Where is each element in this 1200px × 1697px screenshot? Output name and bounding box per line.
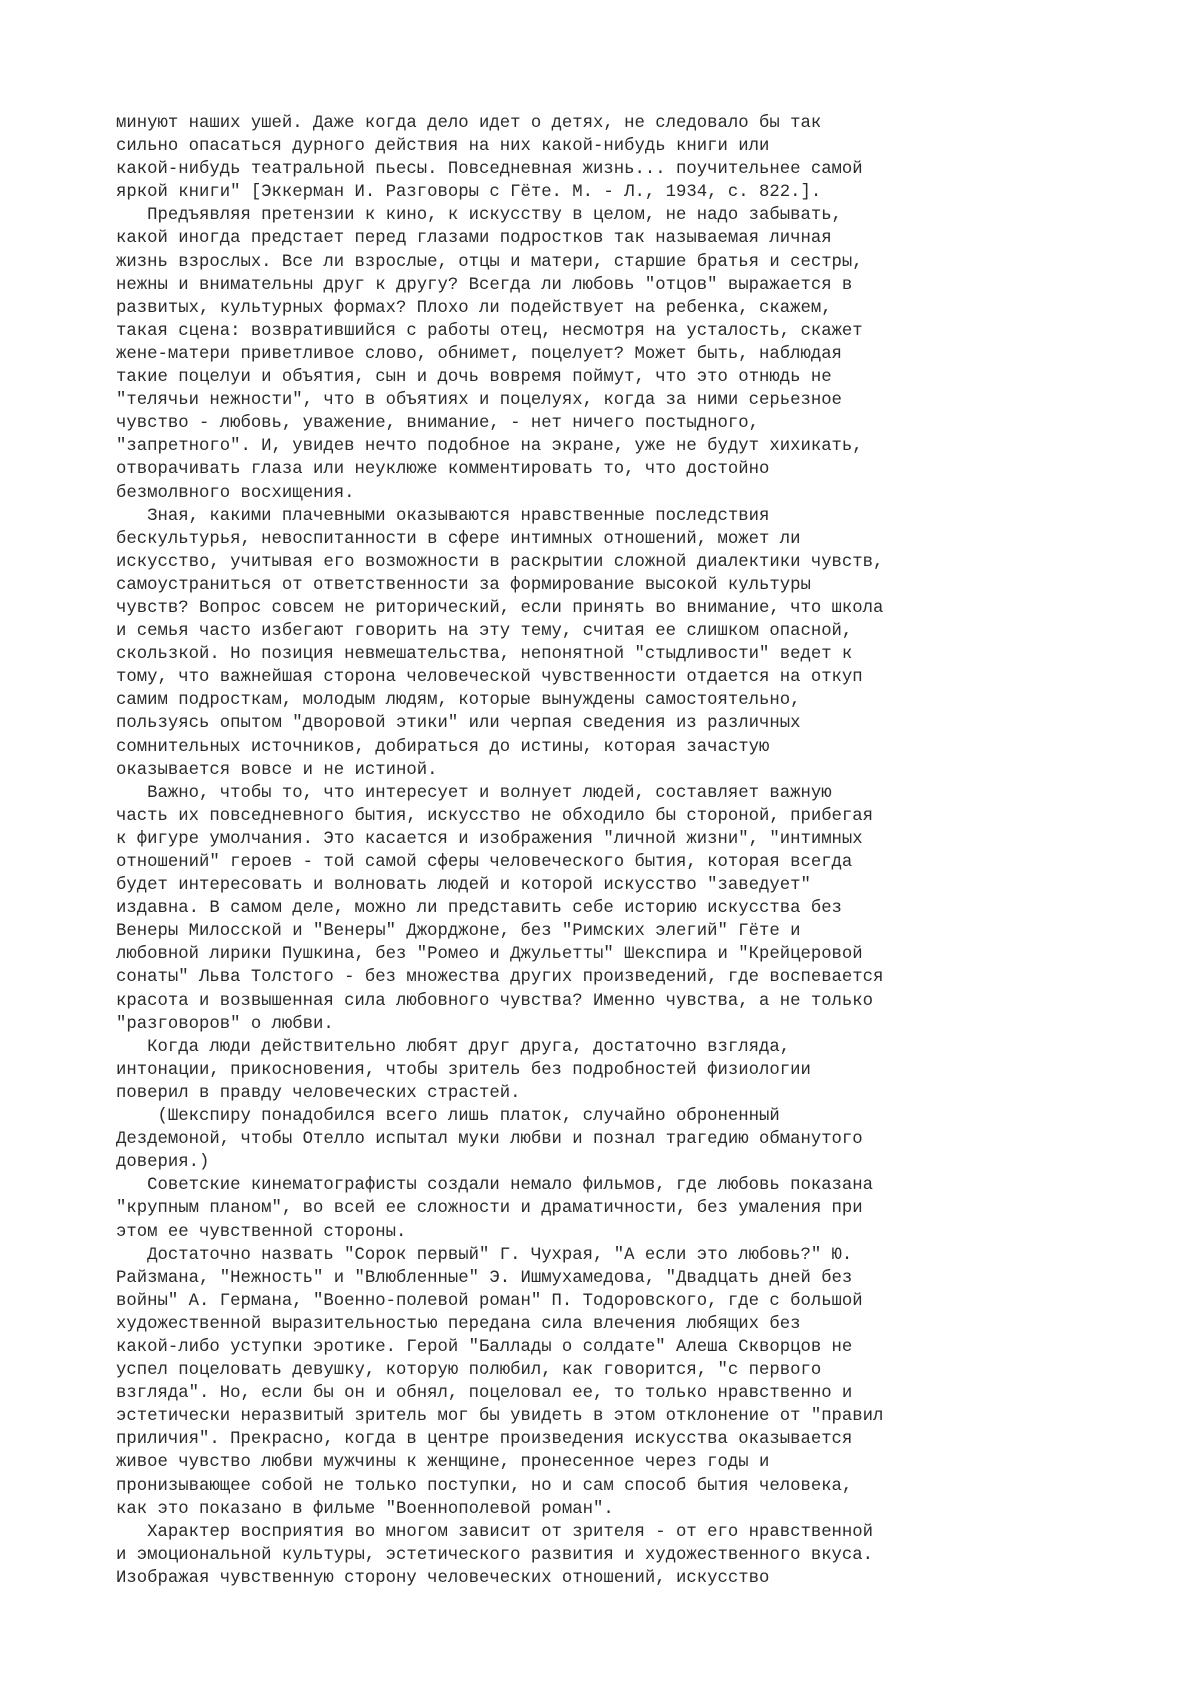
text-line: самим подросткам, молодым людям, которые вынуждены самостоятельно, xyxy=(116,691,801,711)
text-line: пользуясь опытом "дворовой этики" или черпая сведения из различных xyxy=(116,714,801,734)
text-line: и эмоциональной культуры, эстетического развития и художественного вкуса. xyxy=(116,1545,874,1565)
text-line: Изображая чувственную сторону человеческих отношений, искусство xyxy=(116,1568,770,1588)
text-line: эстетически неразвитый зритель мог бы увидеть в этом отклонение от "правил xyxy=(116,1407,884,1427)
text-line: войны" А. Германа, "Военно-полевой роман" П. Тодоровского, где с большой xyxy=(116,1291,863,1311)
text-line: такие поцелуи и объятия, сын и дочь вовремя поймут, что это отнюдь не xyxy=(116,368,832,388)
text-line: самоустраниться от ответственности за формирование высокой культуры xyxy=(116,575,811,595)
text-line: "запретного". И, увидев нечто подобное на экране, уже не будут хихикать, xyxy=(116,437,863,457)
text-line: оказывается вовсе и не истиной. xyxy=(116,760,438,780)
text-line: искусство, учитывая его возможности в раскрытии сложной диалектики чувств, xyxy=(116,552,884,572)
text-line: будет интересовать и волновать людей и которой искусство "заведует" xyxy=(116,876,811,896)
text-line: тому, что важнейшая сторона человеческой чувственности отдается на откуп xyxy=(116,668,863,688)
text-line: "телячьи нежности", что в объятиях и поцелуях, когда за ними серьезное xyxy=(116,391,842,411)
text-line: Достаточно назвать "Сорок первый" Г. Чухрая, "А если это любовь?" Ю. xyxy=(116,1245,853,1265)
text-line: красота и возвышенная сила любовного чувства? Именно чувства, а не только xyxy=(116,991,874,1011)
text-line: к фигуре умолчания. Это касается и изображения "личной жизни", "интимных xyxy=(116,829,863,849)
text-line: чувств? Вопрос совсем не риторический, если принять во внимание, что школа xyxy=(116,598,884,618)
text-line: любовной лирики Пушкина, без "Ромео и Джульетты" Шекспира и "Крейцеровой xyxy=(116,945,863,965)
text-line: жизнь взрослых. Все ли взрослые, отцы и матери, старшие братья и сестры, xyxy=(116,252,863,272)
text-line: безмолвного восхищения. xyxy=(116,483,355,503)
text-line: отворачивать глаза или неуклюже комментировать то, что достойно xyxy=(116,460,770,480)
text-line: успел поцеловать девушку, которую полюбил, как говорится, "с первого xyxy=(116,1361,822,1381)
text-line: "разговоров" о любви. xyxy=(116,1014,334,1034)
text-line: какой-либо уступки эротике. Герой "Баллады о солдате" Алеша Скворцов не xyxy=(116,1337,853,1357)
text-line: сомнительных источников, добираться до истины, которая зачастую xyxy=(116,737,770,757)
text-line: Характер восприятия во многом зависит от зрителя - от его нравственной xyxy=(116,1522,874,1542)
text-line: этом ее чувственной стороны. xyxy=(116,1222,407,1242)
text-line: развитых, культурных формах? Плохо ли подействует на ребенка, скажем, xyxy=(116,298,832,318)
text-line: взгляда". Но, если бы он и обнял, поцеловал ее, то только нравственно и xyxy=(116,1384,853,1404)
text-line: какой-нибудь театральной пьесы. Повседневная жизнь... поучительнее самой xyxy=(116,160,863,180)
text-line: отношений" героев - той самой сферы человеческого бытия, которая всегда xyxy=(116,853,853,872)
text-line: бескультурья, невоспитанности в сфере интимных отношений, может ли xyxy=(116,529,801,549)
text-line: сильно опасаться дурного действия на них какой-нибудь книги или xyxy=(116,137,770,157)
text-line: (Шекспиру понадобился всего лишь платок, случайно оброненный xyxy=(116,1107,780,1127)
text-line: приличия". Прекрасно, когда в центре произведения искусства оказывается xyxy=(116,1430,853,1450)
text-line: Советские кинематографисты создали немало фильмов, где любовь показана xyxy=(116,1176,874,1196)
text-line: какой иногда предстает перед глазами подростков так называемая личная xyxy=(116,229,832,249)
document-page xyxy=(116,112,1116,1590)
text-line: чувство - любовь, уважение, внимание, - нет ничего постыдного, xyxy=(116,414,759,434)
text-line: пронизывающее собой не только поступки, но и сам способ бытия человека, xyxy=(116,1476,853,1496)
text-line: "крупным планом", во всей ее сложности и драматичности, без умаления при xyxy=(116,1199,863,1219)
text-line: жене-матери приветливое слово, обнимет, поцелует? Может быть, наблюдая xyxy=(116,344,842,364)
text-line: Зная, какими плачевными оказываются нравственные последствия xyxy=(116,506,770,526)
text-line: издавна. В самом деле, можно ли представить себе историю искусства без xyxy=(116,899,842,919)
text-line: поверил в правду человеческих страстей. xyxy=(116,1083,521,1103)
text-line: Важно, чтобы то, что интересует и волнует людей, составляет важную xyxy=(116,783,832,803)
text-line: живое чувство любви мужчины к женщине, пронесенное через годы и xyxy=(116,1453,770,1473)
text-line: скользкой. Но позиция невмешательства, непонятной "стыдливости" ведет к xyxy=(116,645,853,665)
text-line: интонации, прикосновения, чтобы зритель без подробностей физиологии xyxy=(116,1060,811,1080)
text-line: часть их повседневного бытия, искусство не обходило бы стороной, прибегая xyxy=(116,806,874,826)
text-line: доверия.) xyxy=(116,1153,210,1173)
text-line: минуют наших ушей. Даже когда дело идет о детях, не следовало бы так xyxy=(116,114,822,133)
text-line: такая сцена: возвратившийся с работы отец, несмотря на усталость, скажет xyxy=(116,321,863,341)
text-line: сонаты" Льва Толстого - без множества других произведений, где воспевается xyxy=(116,968,884,988)
text-line: и семья часто избегают говорить на эту тему, считая ее слишком опасной, xyxy=(116,622,853,642)
text-line: Когда люди действительно любят друг друга, достаточно взгляда, xyxy=(116,1037,791,1057)
text-line: Венеры Милосской и "Венеры" Джорджоне, без "Римских элегий" Гёте и xyxy=(116,922,801,942)
text-line: художественной выразительностью передана сила влечения любящих без xyxy=(116,1314,801,1334)
text-line: нежны и внимательны друг к другу? Всегда ли любовь "отцов" выражается в xyxy=(116,275,853,295)
text-line: Предъявляя претензии к кино, к искусству в целом, не надо забывать, xyxy=(116,206,842,226)
text-line: яркой книги" [Эккерман И. Разговоры с Гёте. М. - Л., 1934, с. 822.]. xyxy=(116,183,822,203)
text-line: Дездемоной, чтобы Отелло испытал муки любви и познал трагедию обманутого xyxy=(116,1130,863,1150)
text-line: Райзмана, "Нежность" и "Влюбленные" Э. Ишмухамедова, "Двадцать дней без xyxy=(116,1268,853,1288)
text-line: как это показано в фильме "Военнополевой роман". xyxy=(116,1499,614,1519)
